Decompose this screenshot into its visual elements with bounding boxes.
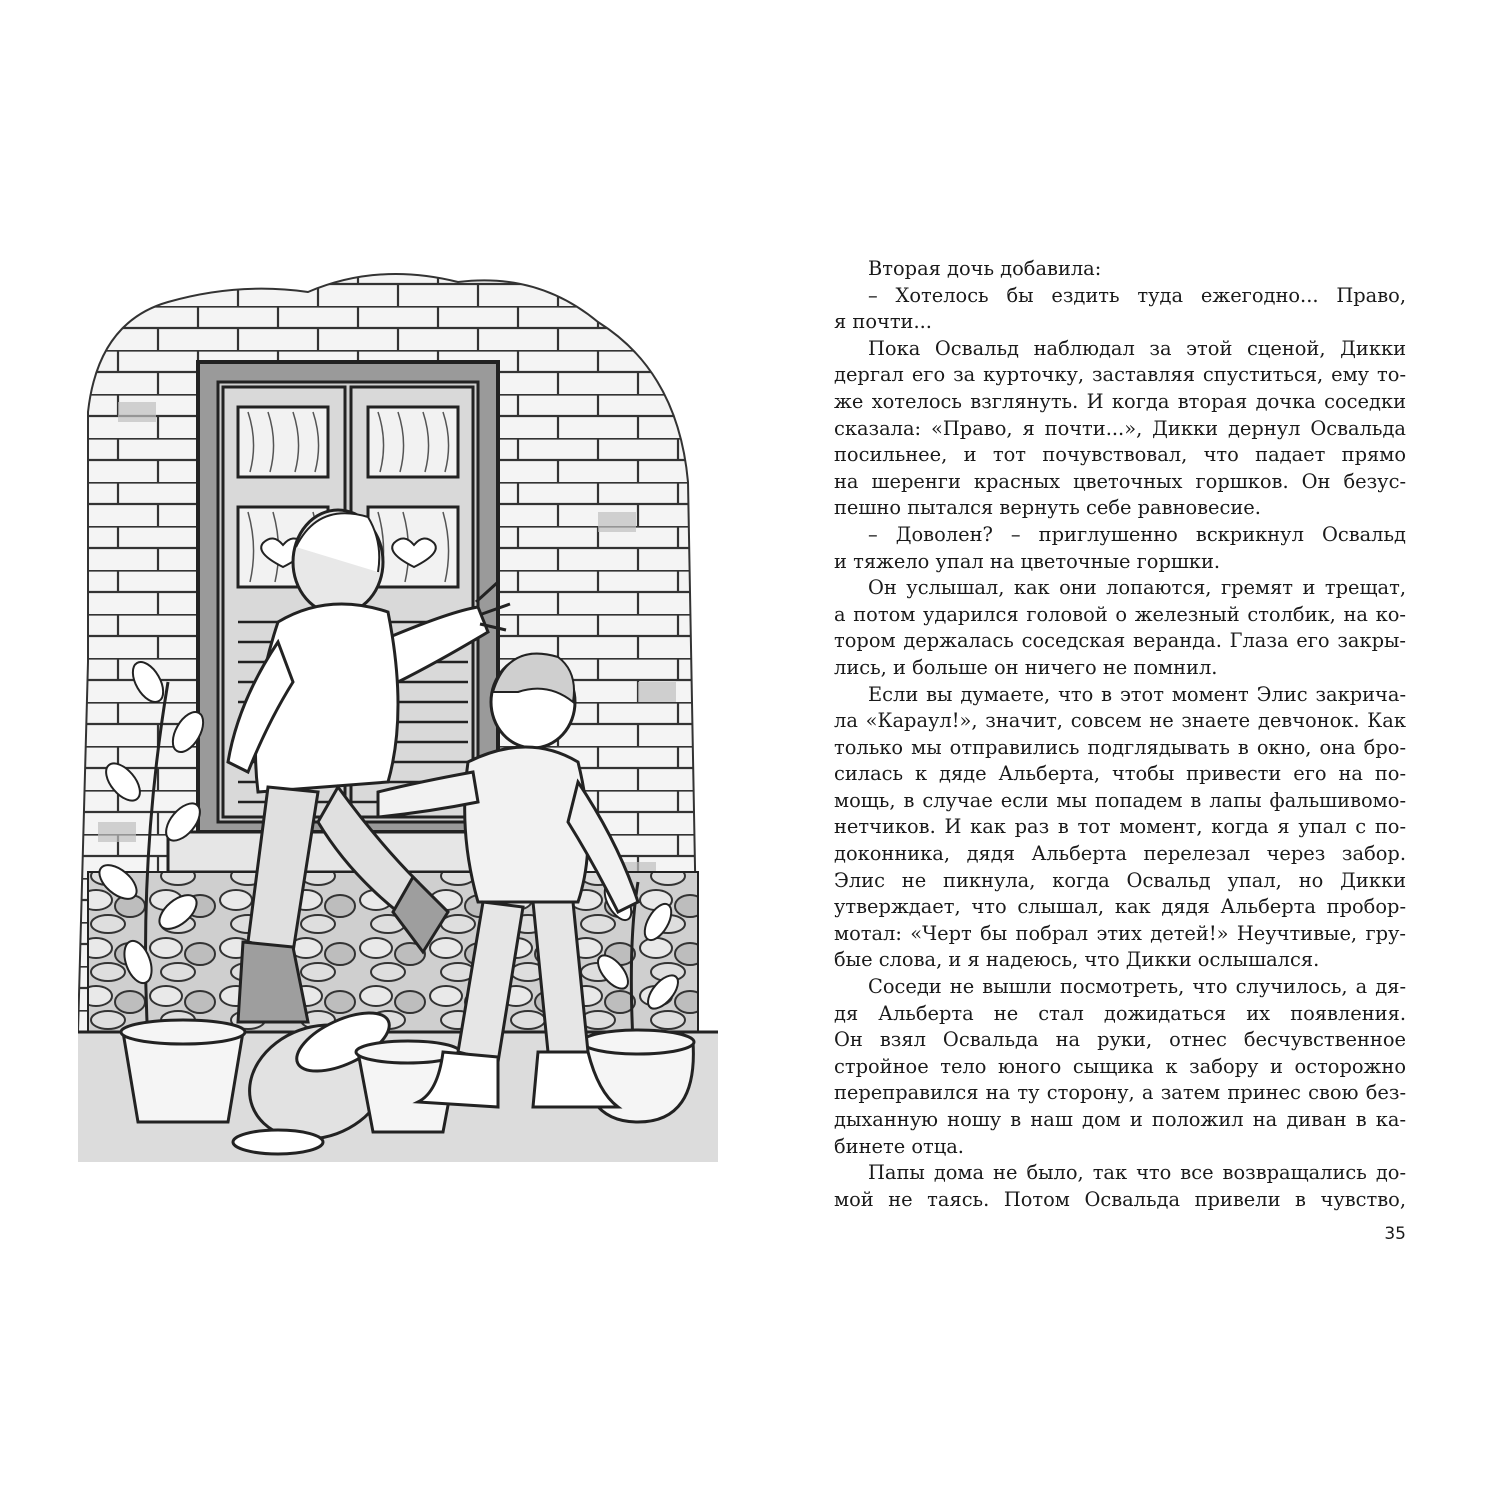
text-line: только мы отправились подглядывать в окно, она бро- <box>834 735 1406 759</box>
text-line: доконника, дядя Альберта перелезал через забор. <box>834 842 1406 866</box>
text-line: мотал: «Черт бы побрал этих детей!» Неучтивые, гру- <box>834 921 1406 945</box>
text-line: дергал его за курточку, заставляя спуститься, ему то- <box>834 363 1406 387</box>
text-line: Папы дома не было, так что все возвращались до- <box>868 1161 1406 1185</box>
boys-at-window-illustration <box>78 262 718 1202</box>
text-line: – Хотелось бы ездить туда ежегодно... Право, <box>868 283 1406 307</box>
text-line: Он взял Освальда на руки, отнес бесчувственное <box>834 1028 1406 1052</box>
text-line: утверждает, что слышал, как дядя Альберта пробор- <box>834 895 1406 919</box>
text-line: бые слова, и я надеюсь, что Дикки ослышался. <box>834 948 1320 972</box>
text-line: пешно пытался вернуть себе равновесие. <box>834 496 1261 520</box>
text-line: лись, и больше он ничего не помнил. <box>834 655 1218 679</box>
text-line: Пока Освальд наблюдал за этой сценой, Дикки <box>868 336 1406 360</box>
text-line: стройное тело юного сыщика к забору и осторожно <box>834 1054 1406 1078</box>
text-line: Элис не пикнула, когда Освальд упал, но Дикки <box>834 868 1406 892</box>
text-line: ла «Караул!», значит, совсем не знаете девчонок. Как <box>834 709 1406 733</box>
text-line: сказала: «Право, я почти...», Дикки дернул Освальда <box>834 416 1406 440</box>
text-line: бинете отца. <box>834 1134 964 1158</box>
text-line: на шеренги красных цветочных горшков. Он безус- <box>834 469 1406 493</box>
page-text <box>834 256 1406 1213</box>
text-line: а потом ударился головой о железный столбик, на ко- <box>834 602 1406 626</box>
text-line: Вторая дочь добавила: <box>868 257 1102 280</box>
page-number: 35 <box>1384 1224 1406 1244</box>
text-line: нетчиков. И как раз в тот момент, когда я упал с по- <box>834 815 1406 839</box>
text-line: переправился на ту сторону, а затем принес свою без- <box>834 1081 1406 1105</box>
text-line: тором держалась соседская веранда. Глаза его закры- <box>834 629 1406 653</box>
text-line: я почти... <box>834 310 932 334</box>
text-line: мой не таясь. Потом Освальда привели в чувство, <box>834 1187 1406 1211</box>
text-line: и тяжело упал на цветочные горшки. <box>834 549 1221 573</box>
text-line: дя Альберта не стал дожидаться их появления. <box>834 1001 1406 1025</box>
text-line: – Доволен? – приглушенно вскрикнул Освальд <box>868 522 1406 546</box>
text-line: Если вы думаете, что в этот момент Элис закрича- <box>868 682 1406 706</box>
text-line: мощь, в случае если мы попадем в лапы фальшивомо- <box>834 788 1406 812</box>
text-line: силась к дяде Альберта, чтобы привести его на по- <box>834 762 1406 786</box>
text-line: Соседи не вышли посмотреть, что случилось, а дя- <box>868 975 1406 999</box>
text-line: посильнее, и тот почувствовал, что падает прямо <box>834 443 1406 467</box>
text-line: же хотелось взглянуть. И когда вторая дочка соседки <box>834 389 1406 413</box>
text-line: Он услышал, как они лопаются, гремят и трещат, <box>868 576 1406 600</box>
text-line: дыханную ношу в наш дом и положил на диван в ка- <box>834 1108 1406 1131</box>
